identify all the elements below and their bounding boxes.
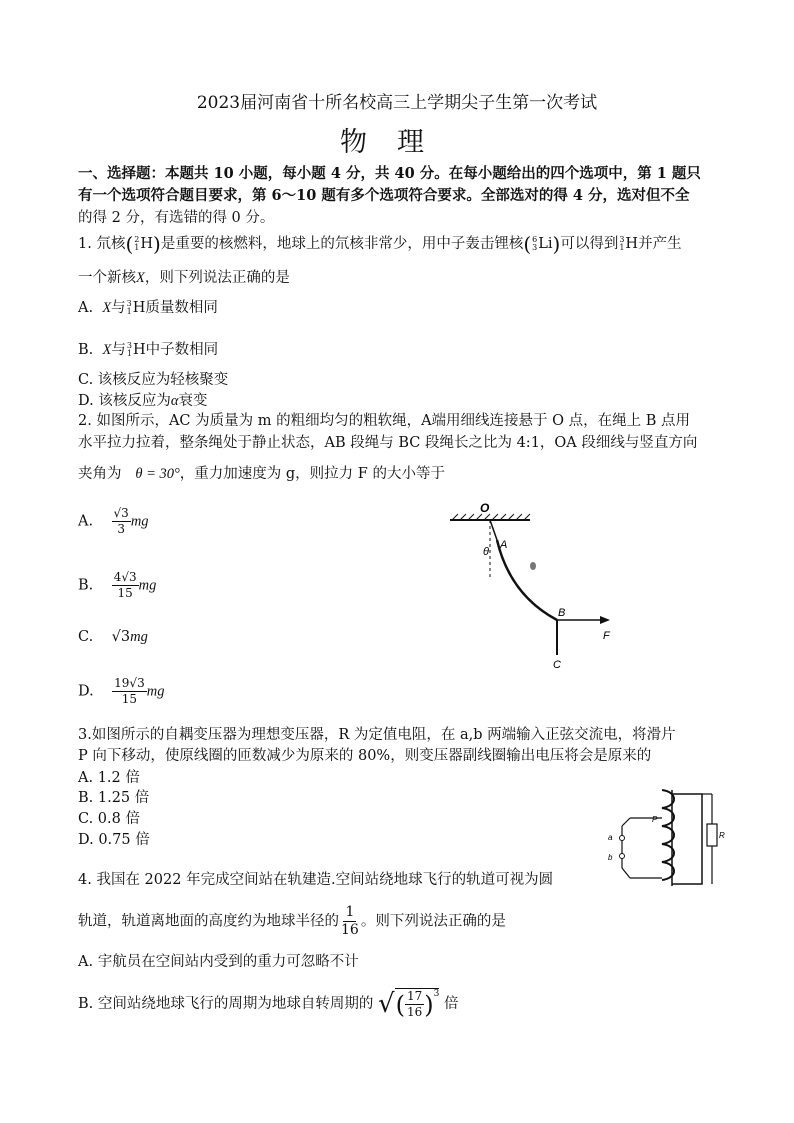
q3-option-a: A. 1.2 倍 bbox=[78, 770, 140, 786]
label-a: a bbox=[608, 833, 613, 842]
q1-option-b: B. X与 3 1 H中子数相同 bbox=[78, 341, 219, 358]
terminal-a bbox=[620, 836, 625, 841]
core-outline bbox=[672, 794, 702, 884]
q1-option-a: A. X与 3 1 H质量数相同 bbox=[78, 299, 218, 316]
q2-option-b: B. $\frac{4√3}{15}$ mg bbox=[78, 570, 157, 600]
q1-var-x: X bbox=[136, 270, 145, 286]
q2-rope-figure bbox=[440, 500, 630, 680]
q3-option-c: C. 0.8 倍 bbox=[78, 811, 140, 827]
q2-theta-value: θ = 30° bbox=[135, 466, 180, 482]
q1-h-symbol: H bbox=[140, 236, 154, 252]
q1-tritium-iso: 3 1 bbox=[619, 235, 625, 252]
label-p: P bbox=[652, 815, 658, 824]
q2-line1: 2. 如图所示，AC 为质量为 m 的粗细均匀的粗软绳，A端用细线连接悬于 O 点，在绳上 B 点用 bbox=[78, 413, 691, 429]
q3-line2: P 向下移动，使原线圈的匝数减少为原来的 80%，则变压器副线圈输出电压将会是原来的 bbox=[78, 748, 652, 764]
smudge-mark bbox=[530, 562, 536, 570]
q1-deuterium-iso: 2 1 bbox=[134, 235, 140, 252]
label-o: O bbox=[480, 501, 490, 515]
subject-title: 物理 bbox=[340, 127, 454, 158]
label-a: A bbox=[500, 539, 508, 551]
section-instruction-line2: 有一个选项符合题目要求，第 6～10 题有多个选项符合要求。全部选对的得 4 分，选对但不全 bbox=[78, 187, 690, 204]
q1-number: 1. bbox=[78, 236, 92, 252]
q1-li-symbol: Li bbox=[538, 236, 553, 252]
q1-text-d: H并产生 bbox=[625, 236, 682, 252]
label-b: B bbox=[558, 607, 566, 619]
ceiling-hatch bbox=[450, 514, 530, 520]
q4-option-a: A. 宇航员在空间站内受到的重力可忽略不计 bbox=[78, 954, 359, 970]
q1-option-c: C. 该核反应为轻核聚变 bbox=[78, 372, 229, 388]
force-f-arrowhead bbox=[600, 616, 610, 624]
q1-line2: 一个新核X，则下列说法正确的是 bbox=[78, 270, 290, 286]
thread-oa bbox=[490, 520, 497, 540]
q2-option-c: C. √3mg bbox=[78, 629, 148, 645]
q2-option-d: D. $\frac{19√3}{15}$ mg bbox=[78, 676, 165, 706]
q1-line1: 1. 氘核( 2 1 H)是重要的核燃料，地球上的氘核非常少，用中子轰击锂核( 6 3 Li)可以得到 3 1 H并产生 bbox=[78, 232, 682, 256]
label-b: b bbox=[608, 853, 613, 862]
label-theta: θ bbox=[483, 546, 489, 558]
exam-title: 2023届河南省十所名校高三上学期尖子生第一次考试 bbox=[196, 93, 598, 113]
q2-line2: 水平拉力拉着，整条绳处于静止状态，AB 段绳与 BC 段绳长之比为 4:1，OA 段细线与竖直方向 bbox=[78, 435, 698, 451]
resistor-r bbox=[707, 824, 717, 846]
q3-line1: 3.如图所示的自耦变压器为理想变压器，R 为定值电阻，在 a,b 两端输入正弦交流电，将滑片 bbox=[78, 727, 676, 743]
label-c: C bbox=[553, 659, 561, 671]
input-wire-a bbox=[622, 818, 630, 826]
q4-line1: 4. 我国在 2022 年完成空间站在轨建造.空间站绕地球飞行的轨道可视为圆 bbox=[78, 872, 554, 888]
q3-transformer-figure bbox=[600, 780, 726, 890]
q3-option-b: B. 1.25 倍 bbox=[78, 790, 150, 806]
q2-line3: 夹角为 θ = 30°，重力加速度为 g，则拉力 F 的大小等于 bbox=[78, 466, 445, 482]
q1-text-a: 氘核 bbox=[96, 236, 126, 252]
q4-sqrt-expression: √ ( $\frac{17}{16}$ ) $^3$ bbox=[377, 989, 440, 1019]
rope-ab bbox=[497, 540, 557, 620]
q4-option-b: B. 空间站绕地球飞行的周期为地球自转周期的 √ ( $\frac{17}{16}$ ) $^3$ 倍 bbox=[78, 989, 459, 1019]
q4-line2: 轨道，轨道离地面的高度约为地球半径的 $\frac{1}{16}$ 。则下列说法正确的是 bbox=[78, 904, 506, 938]
q1-option-d: D. 该核反应为α衰变 bbox=[78, 393, 208, 409]
label-r: R bbox=[719, 831, 725, 840]
section-instruction-line3: 的得 2 分，有选错的得 0 分。 bbox=[78, 210, 275, 226]
label-f: F bbox=[603, 630, 610, 642]
q1-text-b: 是重要的核燃料，地球上的氘核非常少，用中子轰击锂核 bbox=[160, 236, 524, 252]
q3-option-d: D. 0.75 倍 bbox=[78, 832, 150, 848]
q2-option-a: A. $\frac{√3}{3}$ mg bbox=[78, 506, 149, 536]
q1-text-c: 可以得到 bbox=[560, 236, 619, 252]
section-instruction-line1: 一、选择题：本题共 10 小题，每小题 4 分，共 40 分。在每小题给出的四个选项中，第 1 题只 bbox=[78, 165, 701, 182]
q1-lithium-iso: 6 3 bbox=[532, 235, 538, 252]
input-wire-b bbox=[622, 868, 630, 878]
terminal-b bbox=[620, 854, 625, 859]
